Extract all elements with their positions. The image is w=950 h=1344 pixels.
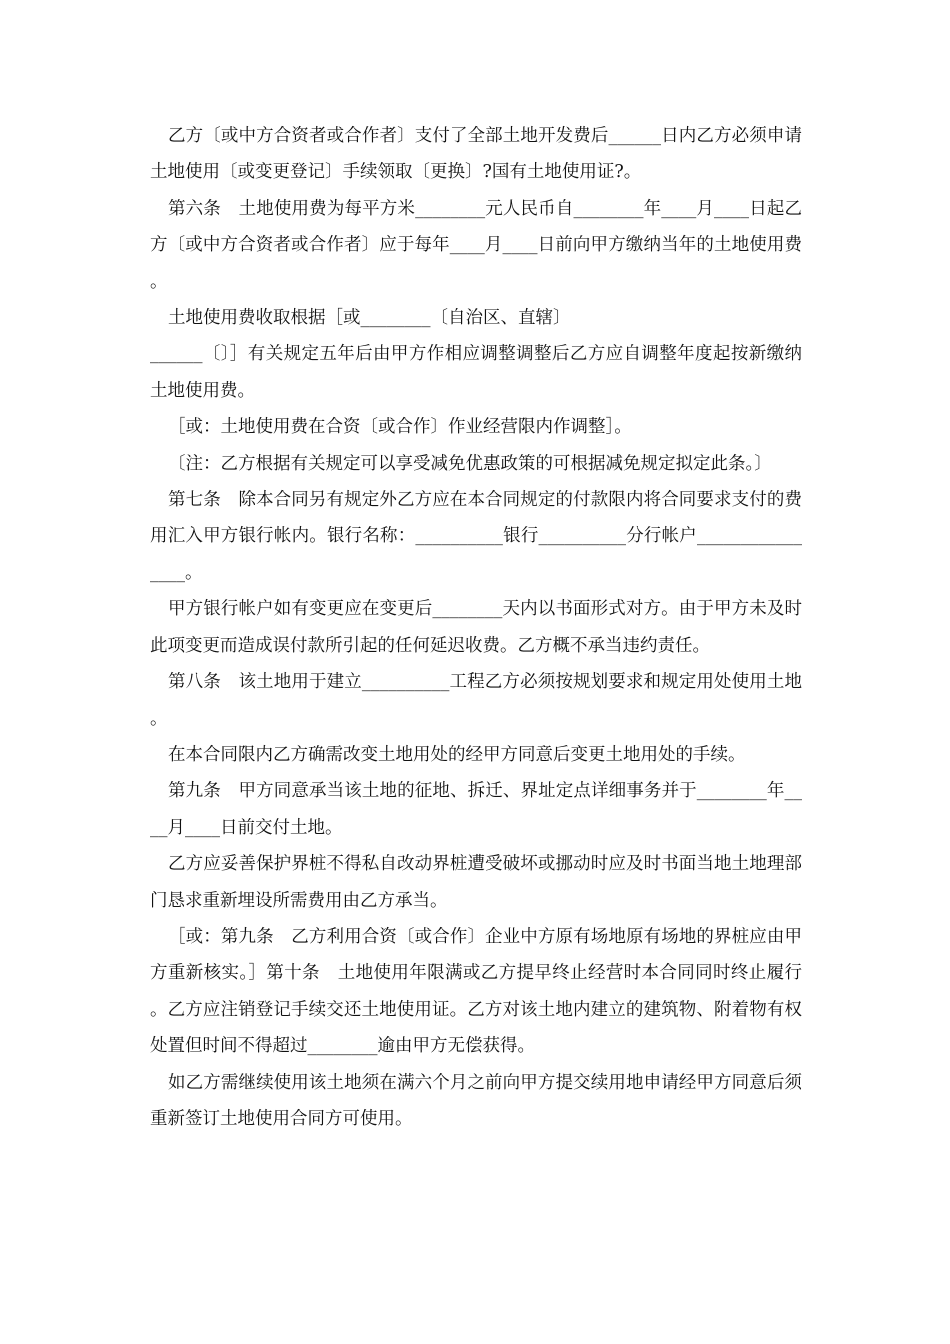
paragraph-renewal: 如乙方需继续使用该土地须在满六个月之前向甲方提交续用地申请经甲方同意后须重新签订土地使用合同方可使用。 <box>150 1072 802 1129</box>
paragraph-bank-change: 甲方银行帐户如有变更应在变更后________天内以书面形式对方。由于甲方未及时此项变更而造成误付款所引起的任何延迟收费。乙方概不承当违约责任。 <box>150 599 802 656</box>
paragraph-boundary-markers: 乙方应妥善保护界桩不得私自改动界桩遭受破坏或挪动时应及时书面当地土地理部门恳求重新埋设所需费用由乙方承当。 <box>150 854 802 911</box>
paragraph-note: 〔注：乙方根据有关规定可以享受减免优惠政策的可根据减免规定拟定此条。〕 <box>168 453 772 474</box>
paragraph-fee-alternative: ［或：土地使用费在合资〔或合作〕作业经营限内作调整］。 <box>168 417 632 438</box>
paragraph-use-change: 在本合同限内乙方确需改变土地用处的经甲方同意后变更土地用处的手续。 <box>168 744 746 765</box>
paragraph-article-7: 第七条 除本合同另有规定外乙方应在本合同规定的付款限内将合同要求支付的费用汇入甲方银行帐内。银行名称：__________银行__________分行帐户________________。 <box>150 490 802 583</box>
document-page <box>150 118 802 1137</box>
paragraph-fee-basis: 土地使用费收取根据［或________〔自治区、直辖〕 <box>168 308 571 329</box>
paragraph-article-10: ［或：第九条 乙方利用合资〔或合作〕企业中方原有场地原有场地的界桩应由甲方重新核实。］第十条 土地使用年限满或乙方提早终止经营时本合同同时终止履行。乙方应注销登记手续交还土地使用证。乙方对该土地内建立的建筑物、附着物有权处置但时间不得超过________逾由甲方无偿获得。 <box>150 926 802 1057</box>
paragraph-article-8: 第八条 该土地用于建立__________工程乙方必须按规划要求和规定用处使用土地。 <box>150 672 802 729</box>
paragraph-fee-adjustment: ______〔〕］有关规定五年后由甲方作相应调整调整后乙方应自调整年度起按新缴纳土地使用费。 <box>150 344 802 401</box>
paragraph-land-certificate: 乙方〔或中方合资者或合作者〕支付了全部土地开发费后______日内乙方必须申请土地使用〔或变更登记〕手续领取〔更换〕?国有土地使用证?。 <box>150 126 802 183</box>
paragraph-article-9: 第九条 甲方同意承当该土地的征地、拆迁、界址定点详细事务并于________年____月____日前交付土地。 <box>150 781 802 838</box>
paragraph-article-6: 第六条 土地使用费为每平方米________元人民币自________年____月____日起乙方〔或中方合资者或合作者〕应于每年____月____日前向甲方缴纳当年的土地使用费。 <box>150 198 802 292</box>
